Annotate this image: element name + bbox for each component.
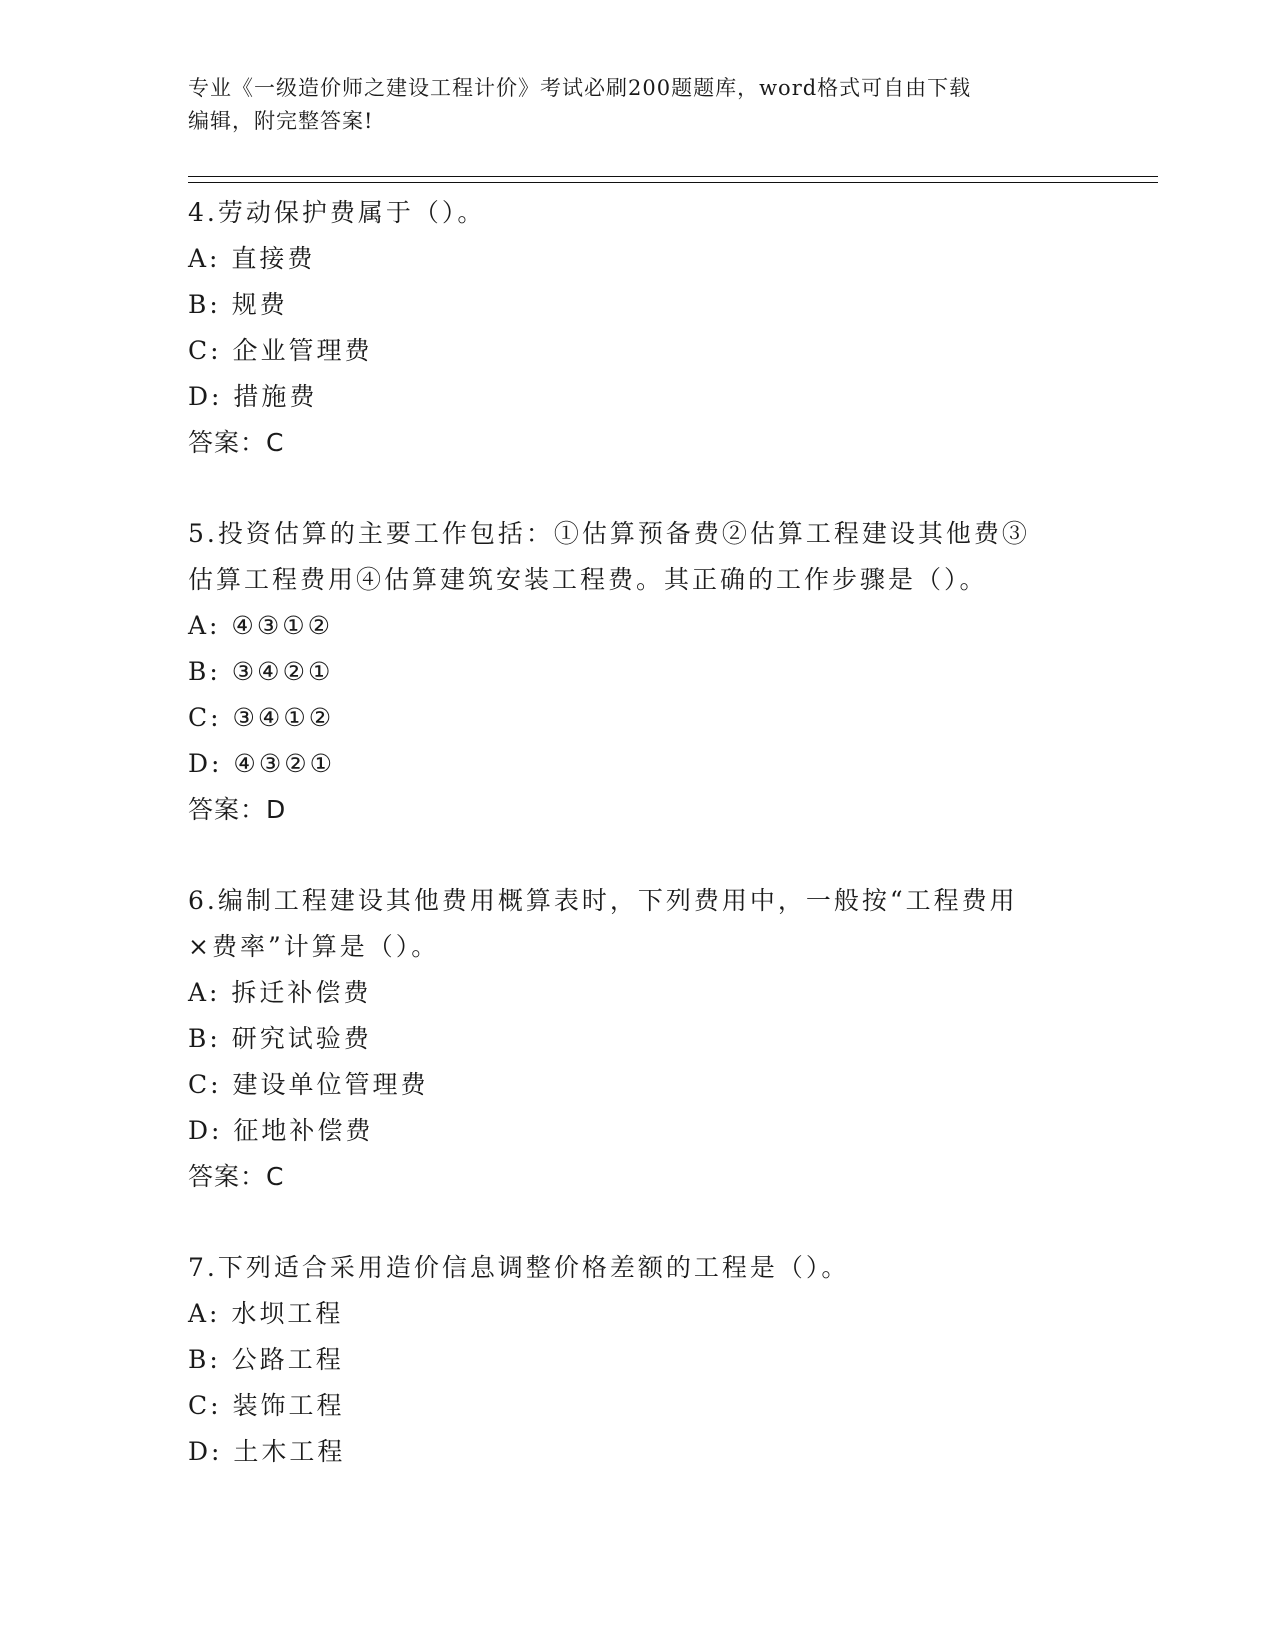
question-stem-cont: ×费率”计算是（）。 [188, 932, 440, 961]
question-stem: 7.下列适合采用造价信息调整价格差额的工程是（）。 [188, 1253, 850, 1282]
question-5 [188, 511, 1088, 833]
header-rule-bottom [188, 182, 1158, 183]
option-b: B: 公路工程 [188, 1345, 344, 1374]
header-rule-top [188, 176, 1158, 177]
option-a: A: ④③①② [188, 611, 334, 640]
document-header [188, 72, 1088, 138]
question-6 [188, 878, 1088, 1200]
option-c: C: 建设单位管理费 [188, 1070, 429, 1099]
option-a: A: 拆迁补偿费 [188, 978, 372, 1007]
answer: 答案：C [188, 1162, 285, 1191]
question-stem: 5.投资估算的主要工作包括：①估算预备费②估算工程建设其他费③ [188, 519, 1030, 548]
option-a: A: 直接费 [188, 244, 316, 273]
option-c: C: 装饰工程 [188, 1391, 345, 1420]
header-line-2: 编辑，附完整答案! [188, 109, 374, 133]
option-d: D: 措施费 [188, 382, 318, 411]
question-7 [188, 1245, 1088, 1475]
option-b: B: 研究试验费 [188, 1024, 372, 1053]
option-c: C: 企业管理费 [188, 336, 373, 365]
option-b: B: ③④②① [188, 657, 334, 686]
question-stem: 4.劳动保护费属于（）。 [188, 198, 486, 227]
option-a: A: 水坝工程 [188, 1299, 344, 1328]
option-d: D: 征地补偿费 [188, 1116, 374, 1145]
question-stem-cont: 估算工程费用④估算建筑安装工程费。其正确的工作步骤是（）。 [188, 565, 988, 594]
option-d: D: 土木工程 [188, 1437, 346, 1466]
header-line-1: 专业《一级造价师之建设工程计价》考试必刷200题题库，word格式可自由下载 [188, 76, 972, 100]
answer: 答案：D [188, 795, 287, 824]
question-stem: 6.编制工程建设其他费用概算表时，下列费用中，一般按“工程费用 [188, 886, 1018, 915]
question-4 [188, 190, 1088, 466]
answer: 答案：C [188, 428, 285, 457]
option-b: B: 规费 [188, 290, 288, 319]
option-d: D: ④③②① [188, 749, 336, 778]
question-list [188, 190, 1088, 1475]
option-c: C: ③④①② [188, 703, 335, 732]
